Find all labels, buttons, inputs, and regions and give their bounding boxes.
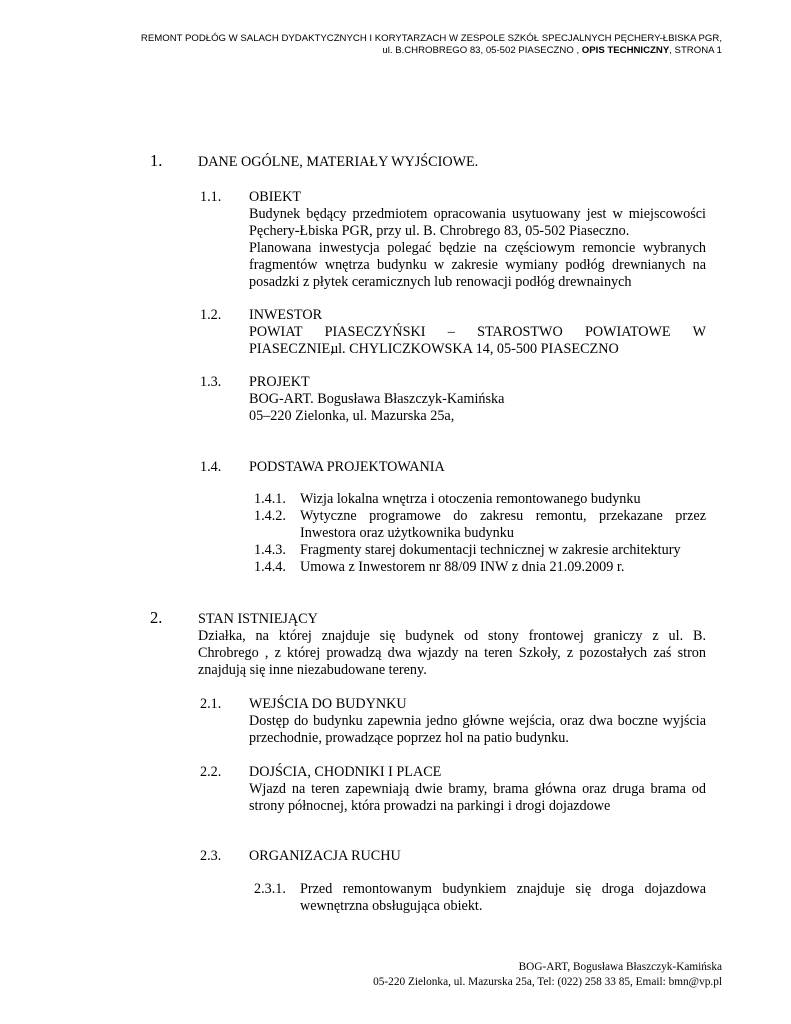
section-1-1-number: 1.1. <box>200 189 222 205</box>
section-1-4-number: 1.4. <box>200 459 222 475</box>
section-2-3-number: 2.3. <box>200 848 222 864</box>
page-header-line-2 <box>382 45 722 56</box>
header-page: , STRONA 1 <box>669 45 722 56</box>
section-1-2-number: 1.2. <box>200 307 222 323</box>
item-1-4-3-text: Fragmenty starej dokumentacji technicznej w zakresie architektury <box>300 542 681 558</box>
section-2-line-3: znajdują się inne niezabudowane tereny. <box>198 662 427 678</box>
section-2-title: STAN ISTNIEJĄCY <box>198 611 318 627</box>
section-1-4-title: PODSTAWA PROJEKTOWANIA <box>249 459 445 475</box>
section-2-2-line-2: strony północnej, która prowadzi na parkingi i drogi dojazdowe <box>249 798 611 814</box>
section-2-1-number: 2.1. <box>200 696 222 712</box>
item-1-4-4-text: Umowa z Inwestorem nr 88/09 INW z dnia 21.09.2009 r. <box>300 559 625 575</box>
section-1-2-line-2a: PIASECZNIE, <box>249 341 334 357</box>
item-2-3-1-text: Przed remontowanym budynkiem znajduje się droga dojazdowa <box>300 881 706 897</box>
section-2-2-number: 2.2. <box>200 764 222 780</box>
header-address: ul. B.CHROBREGO 83, 05-502 PIASECZNO , <box>382 45 582 56</box>
item-1-4-3-number: 1.4.3. <box>254 542 286 558</box>
item-1-4-2-text: Wytyczne programowe do zakresu remontu, przekazane przez <box>300 508 706 524</box>
section-2-1-title: WEJŚCIA DO BUDYNKU <box>249 696 407 712</box>
item-2-3-1-number: 2.3.1. <box>254 881 286 897</box>
section-2-2-title: DOJŚCIA, CHODNIKI I PLACE <box>249 764 442 780</box>
item-1-4-1-text: Wizja lokalna wnętrza i otoczenia remontowanego budynku <box>300 491 641 507</box>
section-1-1-line-1: Budynek będący przedmiotem opracowania usytuowany jest w miejscowości <box>249 206 706 222</box>
section-1-title: DANE OGÓLNE, MATERIAŁY WYJŚCIOWE. <box>198 154 479 170</box>
section-2-line-2: Chrobrego , z której prowadzą dwa wjazdy na teren Szkoły, z pozostałych zaś stron <box>198 645 706 661</box>
section-1-2-line-2b: ul. CHYLICZKOWSKA 14, 05-500 PIASECZNO <box>331 341 619 357</box>
section-2-1-line-2: przechodnie, prowadzące poprzez hol na patio budynku. <box>249 730 569 746</box>
item-1-4-2-text-2: Inwestora oraz użytkownika budynku <box>300 525 514 541</box>
section-1-1-line-4: fragmentów wnętrza budynku w zakresie wymiany podłóg drewnianych na <box>249 257 706 273</box>
section-2-2-line-1: Wjazd na teren zapewniają dwie bramy, brama główna oraz druga brama od <box>249 781 706 797</box>
section-1-1-title: OBIEKT <box>249 189 302 205</box>
section-1-1-line-3: Planowana inwestycja polegać będzie na częściowym remoncie wybranych <box>249 240 706 256</box>
section-1-1-line-5: posadzki z płytek ceramicznych lub renowacji podłóg drewnainych <box>249 274 632 290</box>
section-1-2-title: INWESTOR <box>249 307 323 323</box>
section-2-1-line-1: Dostęp do budynku zapewnia jedno główne wejścia, oraz dwa boczne wyjścia <box>249 713 706 729</box>
section-1-3-number: 1.3. <box>200 374 222 390</box>
header-doc-type: OPIS TECHNICZNY <box>581 45 670 56</box>
section-2-line-1: Działka, na której znajduje się budynek od stony frontowej graniczy z ul. B. <box>198 628 706 644</box>
section-2-3-title: ORGANIZACJA RUCHU <box>249 848 401 864</box>
section-1-3-line-2: 05–220 Zielonka, ul. Mazurska 25a, <box>249 408 455 424</box>
footer-contact: 05-220 Zielonka, ul. Mazurska 25a, Tel: (022) 258 33 85, Email: bmn@vp.pl <box>373 976 722 988</box>
section-1-3-title: PROJEKT <box>249 374 310 390</box>
section-1-2-line-1: POWIAT PIASECZYŃSKI – STAROSTWO POWIATOWE W <box>249 324 706 340</box>
footer-company: BOG-ART, Bogusława Błaszczyk-Kamińska <box>518 961 722 973</box>
item-1-4-1-number: 1.4.1. <box>254 491 286 507</box>
section-2-number: 2. <box>150 608 163 627</box>
page-header-line-1: REMONT PODŁÓG W SALACH DYDAKTYCZNYCH I KORYTARZACH W ZESPOLE SZKÓŁ SPECJALNYCH PĘCHERY-ŁBISKA PGR, <box>140 33 722 44</box>
section-1-number: 1. <box>150 151 163 170</box>
item-1-4-2-number: 1.4.2. <box>254 508 286 524</box>
item-2-3-1-text-2: wewnętrzna obsługująca obiekt. <box>300 898 483 914</box>
section-1-1-line-2: Pęchery-Łbiska PGR, przy ul. B. Chrobrego 83, 05-502 Piaseczno. <box>249 223 630 239</box>
section-1-3-line-1: BOG-ART. Bogusława Błaszczyk-Kamińska <box>249 391 505 407</box>
item-1-4-4-number: 1.4.4. <box>254 559 286 575</box>
